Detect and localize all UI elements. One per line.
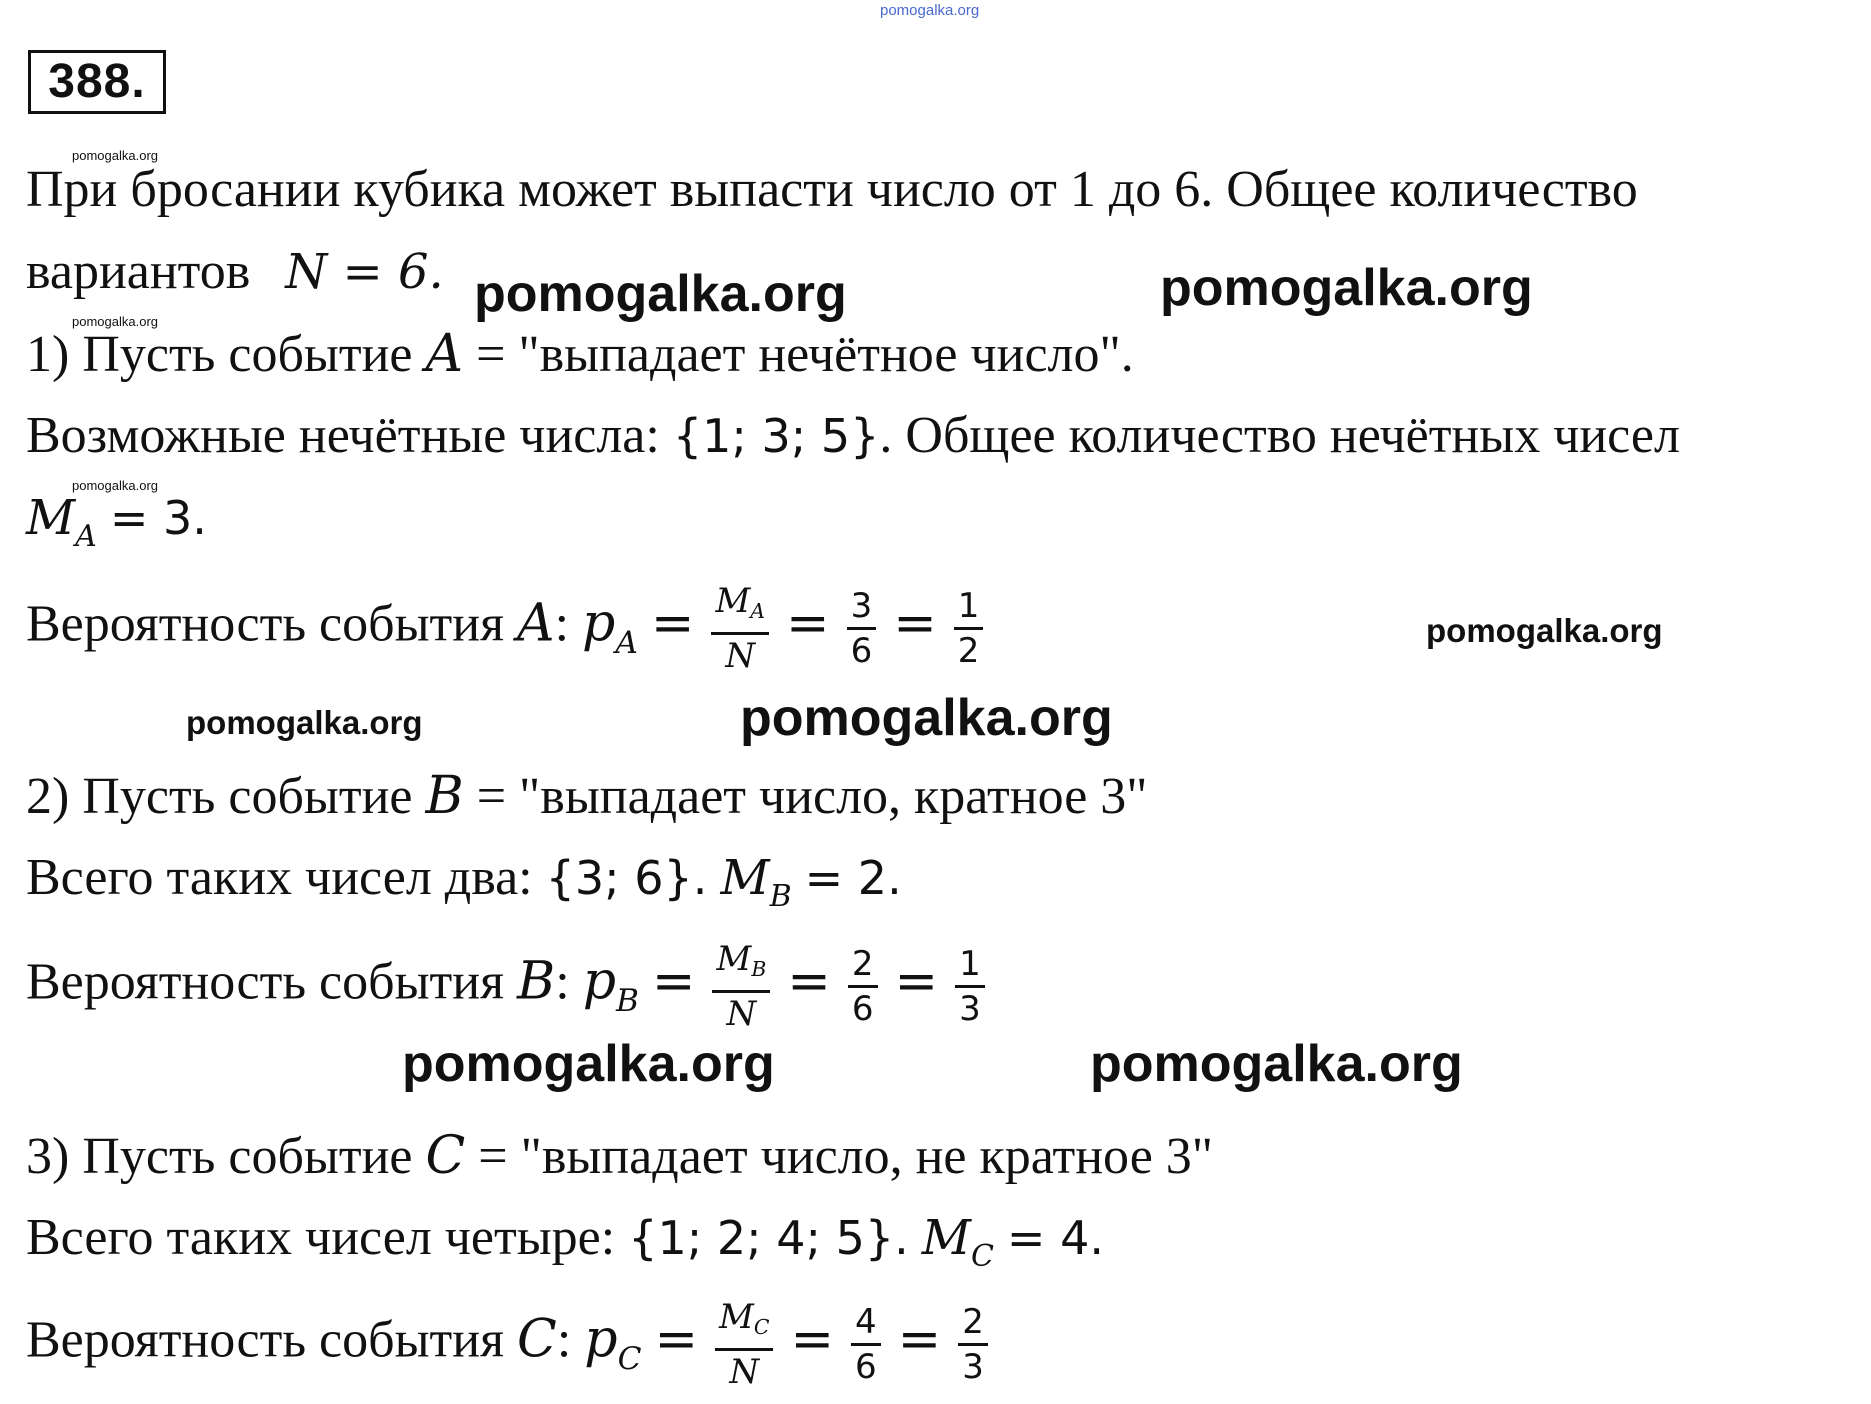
- intro-line-1: При бросании кубика может выпасти число от 1 до 6. Общее количество: [26, 161, 1638, 218]
- part3-count-set: {1; 2; 4; 5}.: [628, 1211, 909, 1265]
- part2-count-var: M: [720, 850, 770, 906]
- part1-count-var: M: [26, 490, 76, 546]
- part3-fraction-mc-n: $\frac{M_C}{N}$: [715, 1298, 773, 1391]
- part3-fraction-2-3: $\frac{2}{3}$: [958, 1303, 988, 1386]
- part2-count-set: {3; 6}.: [545, 851, 708, 905]
- part1-possible-set: {1; 3; 5}: [672, 409, 880, 463]
- part2-fraction-1-3: $\frac{1}{3}$: [955, 945, 985, 1028]
- part1-count-sub: A: [75, 519, 97, 554]
- part2-prob-sub: B: [615, 982, 639, 1019]
- part1-event-var: A: [425, 324, 464, 384]
- part1-possible-line: [26, 406, 1680, 466]
- part1-fraction-1-2: $\frac{1}{2}$: [954, 587, 984, 670]
- part1-fraction-ma-n: $\frac{M_A}{N}$: [711, 582, 769, 675]
- part1-event-line: [26, 324, 1134, 385]
- intro-n-math: N = 6.: [285, 244, 444, 300]
- watermark-medium-1: pomogalka.org: [1426, 612, 1663, 649]
- part2-prob-label: Вероятность события: [26, 953, 505, 1011]
- watermark-small-3: pomogalka.org: [72, 478, 158, 493]
- part1-count-val: = 3.: [109, 491, 207, 545]
- part3-prob-label: Вероятность события: [26, 1311, 505, 1369]
- part3-prob-sub: C: [617, 1340, 642, 1377]
- part3-fraction-4-6: $\frac{4}{6}$: [851, 1303, 881, 1386]
- part3-count-var: M: [921, 1210, 971, 1266]
- part1-prob-sub: A: [615, 624, 638, 661]
- part2-prob-p: p: [582, 951, 616, 1012]
- watermark-large-1: pomogalka.org: [474, 265, 847, 323]
- watermark-large-2: pomogalka.org: [1160, 259, 1533, 317]
- part2-event-prefix: 2) Пусть событие: [26, 768, 413, 825]
- part2-count-val: = 2.: [804, 851, 902, 905]
- part2-event-var: B: [425, 766, 464, 826]
- part2-fraction-2-6: $\frac{2}{6}$: [848, 945, 878, 1028]
- part2-count-line: [26, 848, 902, 927]
- part3-count-val: = 4.: [1006, 1211, 1104, 1265]
- watermark-small-1: pomogalka.org: [72, 148, 158, 163]
- part2-event-line: [26, 766, 1148, 827]
- part2-count-text: Всего таких чисел два:: [26, 849, 533, 906]
- problem-number: 388.: [28, 50, 166, 114]
- part2-fraction-mb-n: $\frac{M_B}{N}$: [712, 940, 770, 1033]
- part3-event-var: C: [425, 1126, 466, 1186]
- watermark-medium-2: pomogalka.org: [186, 704, 423, 741]
- watermark-small-2: pomogalka.org: [72, 314, 158, 329]
- part3-event-def: = "выпадает число, не кратное 3": [478, 1128, 1213, 1185]
- part3-count-text: Всего таких чисел четыре:: [26, 1209, 616, 1266]
- part2-count-sub: B: [769, 879, 792, 914]
- part1-count-line: [26, 488, 207, 567]
- part3-event-line: [26, 1126, 1213, 1187]
- part1-possible-text: Возможные нечётные числа:: [26, 407, 660, 464]
- intro-line-2: [26, 242, 444, 302]
- part2-event-def: = "выпадает число, кратное 3": [476, 768, 1148, 825]
- part1-event-prefix: 1) Пусть событие: [26, 326, 413, 383]
- part3-event-prefix: 3) Пусть событие: [26, 1128, 413, 1185]
- watermark-large-3: pomogalka.org: [740, 689, 1113, 747]
- part1-prob-label: Вероятность события: [26, 595, 505, 653]
- part3-prob-p: p: [584, 1309, 618, 1370]
- part1-possible-tail: . Общее количество нечётных чисел: [879, 407, 1680, 464]
- part3-count-line: [26, 1208, 1104, 1287]
- watermark-large-4: pomogalka.org: [402, 1035, 775, 1093]
- watermark-large-5: pomogalka.org: [1090, 1035, 1463, 1093]
- top-watermark: pomogalka.org: [880, 2, 980, 19]
- part2-prob-var: B: [517, 951, 556, 1012]
- intro-line-2-text: вариантов: [26, 243, 251, 300]
- part1-fraction-3-6: $\frac{3}{6}$: [847, 587, 877, 670]
- part1-prob-var: A: [517, 593, 555, 654]
- part1-prob-line: Вероятность события A: $p_A$ = $\frac{M_A}{N}$ = $\frac{3}{6}$ = $\frac{1}{2}$: [26, 582, 987, 675]
- part3-prob-var: C: [517, 1309, 557, 1370]
- part1-event-def: = "выпадает нечётное число".: [476, 326, 1134, 383]
- part1-prob-p: p: [582, 593, 616, 654]
- part3-count-sub: C: [970, 1239, 994, 1274]
- part2-prob-line: Вероятность события B: $p_B$ = $\frac{M_B}{N}$ = $\frac{2}{6}$ = $\frac{1}{3}$: [26, 940, 989, 1033]
- part3-prob-line: Вероятность события C: $p_C$ = $\frac{M_C}{N}$ = $\frac{4}{6}$ = $\frac{2}{3}$: [26, 1298, 992, 1391]
